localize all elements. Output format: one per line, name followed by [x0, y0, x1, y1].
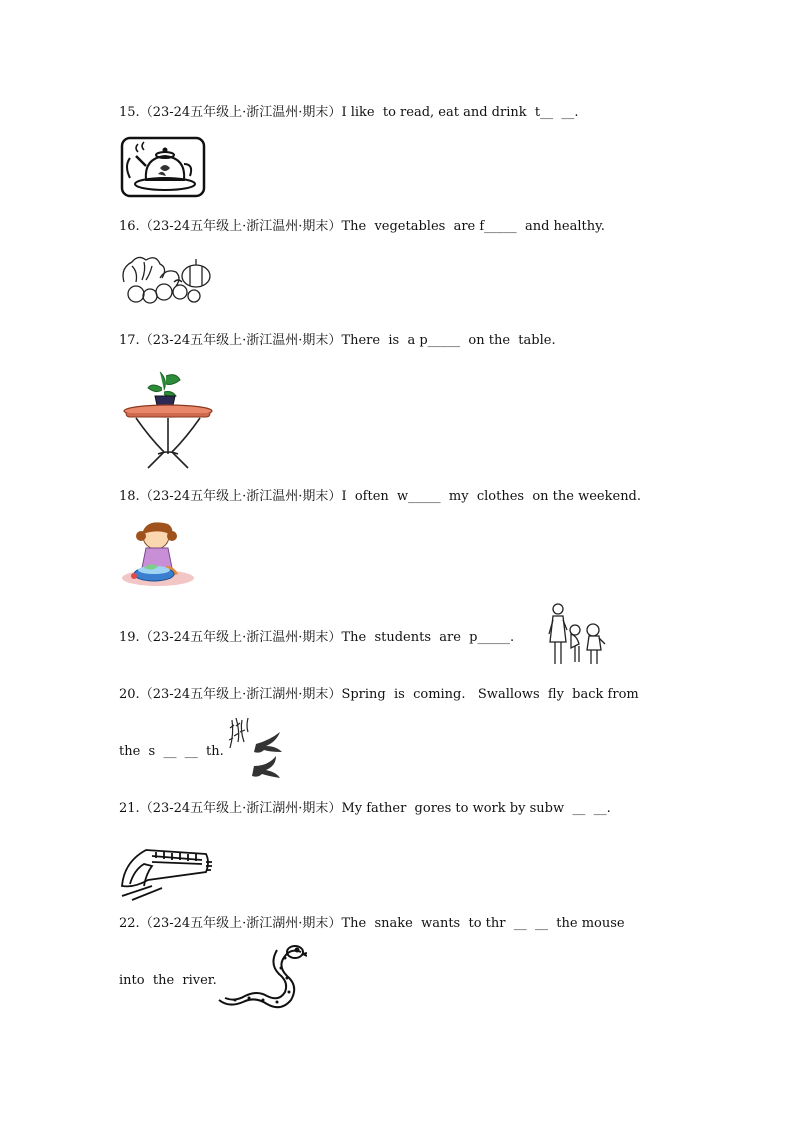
swallows-icon — [226, 716, 298, 786]
question-number: 19. — [119, 630, 140, 645]
question-17 — [119, 333, 556, 349]
question-text: There is a p_____ on the table. — [341, 333, 556, 348]
question-19 — [119, 630, 514, 646]
question-number: 22. — [119, 916, 140, 931]
question-number: 17. — [119, 333, 140, 348]
question-text: The students are p_____. — [341, 630, 515, 645]
question-source: （23-24五年级上·浙江湖州·期末） — [139, 916, 342, 931]
question-number: 18. — [119, 489, 140, 504]
question-text: Spring is coming. Swallows fly back from — [341, 687, 639, 702]
subway-train-icon — [118, 840, 214, 902]
question-20-continuation — [119, 744, 224, 760]
question-source: （23-24五年级上·浙江湖州·期末） — [139, 687, 342, 702]
snake-icon — [215, 942, 307, 1012]
question-text: The snake wants to thr __ __ the mouse — [341, 916, 625, 931]
question-number: 16. — [119, 219, 140, 234]
question-text: the s __ __ th. — [119, 744, 224, 759]
question-text: into the river. — [119, 973, 217, 988]
question-20 — [119, 687, 639, 703]
plant-on-table-icon — [122, 366, 214, 470]
question-source: （23-24五年级上·浙江湖州·期末） — [139, 801, 342, 816]
question-number: 20. — [119, 687, 140, 702]
question-18 — [119, 489, 641, 505]
girl-washing-clothes-icon — [120, 516, 196, 588]
question-text: I like to read, eat and drink t__ __. — [341, 105, 579, 120]
question-22 — [119, 916, 625, 932]
question-source: （23-24五年级上·浙江温州·期末） — [139, 333, 342, 348]
question-22-continuation — [119, 973, 217, 989]
teapot-icon — [120, 136, 206, 198]
question-text: I often w_____ my clothes on the weekend. — [341, 489, 642, 504]
question-source: （23-24五年级上·浙江温州·期末） — [139, 105, 342, 120]
vegetables-icon — [118, 252, 218, 306]
question-source: （23-24五年级上·浙江温州·期末） — [139, 630, 342, 645]
question-number: 21. — [119, 801, 140, 816]
question-15 — [119, 105, 579, 121]
question-text: My father gores to work by subw __ __. — [341, 801, 611, 816]
students-bowing-icon — [545, 602, 613, 668]
question-number: 15. — [119, 105, 140, 120]
question-text: The vegetables are f_____ and healthy. — [341, 219, 605, 234]
question-source: （23-24五年级上·浙江温州·期末） — [139, 489, 342, 504]
question-21 — [119, 801, 611, 817]
question-16 — [119, 219, 605, 235]
question-source: （23-24五年级上·浙江温州·期末） — [139, 219, 342, 234]
